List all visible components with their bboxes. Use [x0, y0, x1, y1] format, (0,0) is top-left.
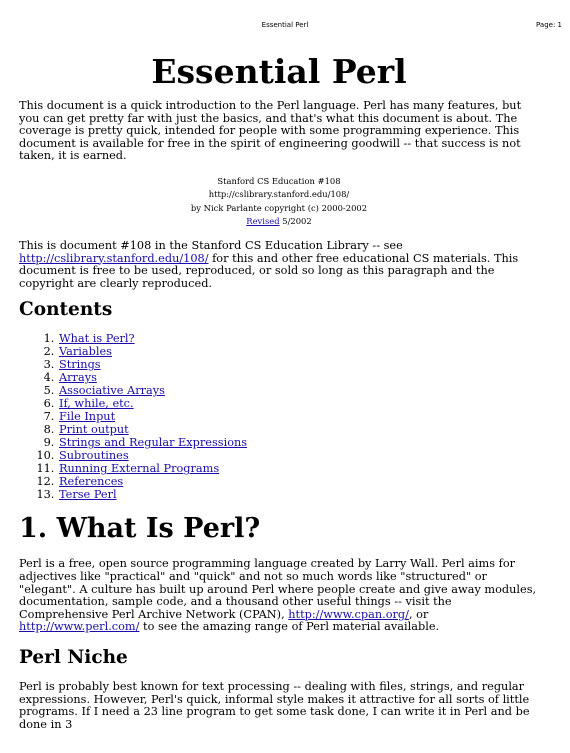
- section-1-paragraph: [19, 558, 539, 634]
- toc-link[interactable]: Subroutines: [59, 449, 129, 463]
- toc-link[interactable]: Arrays: [59, 371, 97, 385]
- section-1-tail: to see the amazing range of Perl material available.: [139, 620, 440, 634]
- credits-block: [19, 175, 539, 229]
- toc-link[interactable]: Strings: [59, 358, 101, 372]
- doc-note-paragraph: [19, 240, 539, 290]
- contents-heading: Contents: [19, 299, 113, 321]
- toc-item: [58, 475, 539, 488]
- cpan-link[interactable]: http://www.cpan.org/: [288, 607, 409, 621]
- toc-item: [58, 345, 539, 358]
- page-number: Page: 1: [536, 21, 562, 29]
- toc-link[interactable]: Variables: [59, 345, 112, 359]
- toc-item: [58, 384, 539, 397]
- perl-niche-paragraph: Perl is probably best known for text processing -- dealing with files, strings, and regular expressions. However, Perl's quick, informal style makes it attractive for all sorts of little programs. If I need a 23 line program to get some task done, I can write it in Perl and be done in 3: [19, 679, 530, 731]
- contents-list: [19, 332, 539, 501]
- section-1-heading: 1. What Is Perl?: [19, 513, 261, 545]
- intro-paragraph: This document is a quick introduction to the Perl language. Perl has many features, but you can get pretty far with just the basics, and that's what this document is about. The coverage is pretty quick, intended for people with some programming experience. This document is available for free in the spirit of engineering goodwill -- that success is not taken, it is earned.: [19, 99, 522, 163]
- perl-niche-heading: Perl Niche: [19, 646, 128, 668]
- header-title: Essential Perl: [261, 21, 309, 29]
- toc-link[interactable]: Strings and Regular Expressions: [59, 436, 248, 450]
- section-1-mid: , or: [408, 607, 429, 621]
- toc-item: [58, 488, 539, 501]
- toc-item: [58, 449, 539, 462]
- perl-com-link[interactable]: http://www.perl.com/: [19, 620, 140, 634]
- credits-line-3: by Nick Parlante copyright (c) 2000-2002: [190, 202, 368, 213]
- toc-item: [58, 436, 539, 449]
- toc-item: [58, 371, 539, 384]
- doc-note-after: for this and other free educational CS materials. This document is free to be used, reproduced, or sold so long as this paragraph and the copyright are clearly reproduced.: [19, 251, 519, 290]
- toc-item: [58, 410, 539, 423]
- toc-item: [58, 423, 539, 436]
- toc-link[interactable]: What is Perl?: [59, 332, 135, 346]
- toc-link[interactable]: File Input: [59, 410, 116, 424]
- cslibrary-link[interactable]: http://cslibrary.stanford.edu/108/: [19, 251, 209, 265]
- doc-note-before: This is document #108 in the Stanford CS Education Library -- see: [19, 238, 403, 252]
- credits-line-1: Stanford CS Education #108: [217, 175, 341, 186]
- toc-link[interactable]: Terse Perl: [59, 488, 117, 502]
- credits-line-4: [19, 215, 539, 229]
- toc-item: [58, 358, 539, 371]
- document-body: [19, 52, 539, 731]
- toc-item: [58, 397, 539, 410]
- toc-link[interactable]: Associative Arrays: [59, 384, 165, 398]
- revised-link[interactable]: Revised: [246, 216, 280, 227]
- section-1-text: Perl is a free, open source programming language created by Larry Wall. Perl aims for adjectives like "practical" and "quick" and not so much words like "structured" or "elegant". A culture has built up around Perl where people create and give away modules, documentation, sample code, and a thousand other useful things -- visit the Comprehensive Perl Archive Network (CPAN),: [19, 557, 537, 621]
- credits-line-2: http://cslibrary.stanford.edu/108/: [208, 189, 350, 200]
- toc-item: [58, 462, 539, 475]
- toc-link[interactable]: Print output: [59, 423, 129, 437]
- toc-link[interactable]: References: [59, 475, 124, 489]
- toc-item: [58, 332, 539, 345]
- revised-date: 5/2002: [279, 216, 312, 227]
- document-title: Essential Perl: [151, 52, 407, 91]
- toc-link[interactable]: Running External Programs: [59, 462, 220, 476]
- toc-link[interactable]: If, while, etc.: [59, 397, 134, 411]
